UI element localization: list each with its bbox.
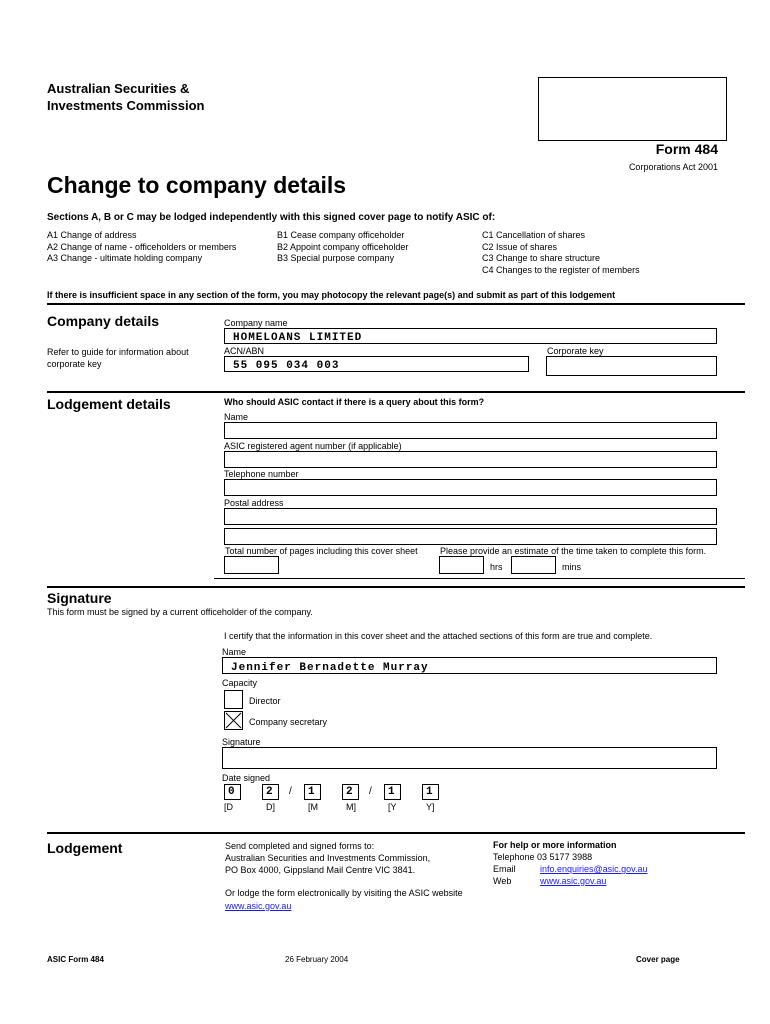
- divider: [214, 578, 745, 579]
- address-line: Australian Securities and Investments Commission,: [225, 853, 431, 863]
- list-item: C4 Changes to the register of members: [482, 264, 640, 275]
- postal-address-label: Postal address: [224, 498, 284, 508]
- list-item: A1 Change of address: [47, 230, 137, 240]
- office-use-box: [538, 77, 727, 141]
- acn-abn-field[interactable]: [224, 356, 529, 372]
- address-line: PO Box 4000, Gippsland Mail Centre VIC 3841.: [225, 865, 416, 875]
- lodgement-heading: Lodgement: [47, 840, 123, 856]
- date-digit-m2[interactable]: 2: [342, 784, 359, 800]
- company-name-label: Company name: [224, 318, 288, 328]
- corporate-key-field[interactable]: [546, 356, 717, 376]
- signatory-name-value: Jennifer Bernadette Murray: [231, 662, 429, 674]
- date-label-m-open: [M: [308, 802, 318, 812]
- page-title: Change to company details: [47, 172, 347, 198]
- act-reference: Corporations Act 2001: [628, 162, 718, 172]
- agent-number-label: ASIC registered agent number (if applicable): [224, 441, 402, 451]
- hours-label: hrs: [490, 562, 503, 572]
- signatory-name-field[interactable]: [222, 657, 717, 674]
- agency-line-2: Investments Commission: [47, 98, 205, 113]
- date-separator: /: [289, 786, 292, 797]
- help-heading: For help or more information: [493, 840, 617, 850]
- telephone-field[interactable]: [224, 479, 717, 496]
- date-label-d-open: [D: [224, 802, 233, 812]
- capacity-label: Capacity: [222, 678, 258, 688]
- list-item: A2 Change of name - officeholders or members: [47, 241, 237, 252]
- agency-name: [47, 80, 205, 114]
- contact-name-label: Name: [224, 412, 249, 422]
- checked-x-icon: [225, 712, 242, 729]
- list-item: C3 Change to share structure: [482, 253, 601, 263]
- footer-page-label: Cover page: [636, 955, 680, 964]
- date-label-y-close: Y]: [426, 802, 435, 812]
- electronic-lodgement-text: Or lodge the form electronically by visiting the ASIC website: [225, 888, 463, 898]
- contact-question: Who should ASIC contact if there is a query about this form?: [224, 397, 485, 407]
- date-digit-d1[interactable]: 0: [224, 784, 241, 800]
- divider: [47, 586, 745, 588]
- help-web-link[interactable]: www.asic.gov.au: [540, 876, 607, 886]
- postal-lodgement-address: [225, 840, 430, 876]
- date-label-y-open: [Y: [388, 802, 397, 812]
- section-a-list: [47, 230, 236, 265]
- acn-abn-label: ACN/ABN: [224, 346, 265, 356]
- total-pages-field[interactable]: [224, 556, 279, 574]
- date-signed-label: Date signed: [222, 773, 271, 783]
- date-separator: /: [369, 786, 372, 797]
- footer-form-id: ASIC Form 484: [47, 955, 104, 964]
- telephone-label: Telephone number: [224, 469, 299, 479]
- footer-date: 26 February 2004: [285, 955, 349, 964]
- divider: [47, 391, 745, 393]
- lodgement-details-heading: Lodgement details: [47, 396, 171, 412]
- signatory-name-label: Name: [222, 647, 247, 657]
- minutes-field[interactable]: [511, 556, 556, 574]
- intro-text: Sections A, B or C may be lodged independently with this signed cover page to notify ASIC of:: [47, 212, 496, 223]
- list-item: C1 Cancellation of shares: [482, 230, 586, 240]
- list-item: B2 Appoint company officeholder: [277, 241, 409, 252]
- web-label: Web: [493, 876, 512, 886]
- date-digit-m1[interactable]: 1: [304, 784, 321, 800]
- company-secretary-label: Company secretary: [249, 717, 328, 727]
- section-c-list: [482, 230, 640, 276]
- signature-label: Signature: [222, 737, 261, 747]
- acn-abn-value: 55 095 034 003: [233, 360, 340, 372]
- help-telephone: Telephone 03 5177 3988: [493, 852, 593, 862]
- postal-address-field-2[interactable]: [224, 528, 717, 545]
- postal-address-field-1[interactable]: [224, 508, 717, 525]
- date-digit-y1[interactable]: 1: [384, 784, 401, 800]
- corporate-key-label: Corporate key: [547, 346, 604, 356]
- insufficient-space-note: If there is insufficient space in any section of the form, you may photocopy the relevant page(s) and submit as part of this lodgement: [47, 290, 616, 300]
- company-name-value: HOMELOANS LIMITED: [233, 332, 363, 344]
- asic-website-link[interactable]: www.asic.gov.au: [225, 901, 292, 911]
- company-details-heading: Company details: [47, 313, 160, 329]
- date-label-d-close: D]: [266, 802, 275, 812]
- director-checkbox[interactable]: [224, 690, 243, 709]
- time-estimate-label: Please provide an estimate of the time taken to complete this form.: [440, 546, 707, 556]
- minutes-label: mins: [562, 562, 582, 572]
- agent-number-field[interactable]: [224, 451, 717, 468]
- list-item: C2 Issue of shares: [482, 241, 558, 252]
- certification-text: I certify that the information in this cover sheet and the attached sections of this form are true and complete.: [224, 631, 653, 641]
- list-item: B1 Cease company officeholder: [277, 230, 405, 240]
- agency-line-1: Australian Securities &: [47, 81, 190, 96]
- company-name-field[interactable]: [224, 328, 717, 344]
- hours-field[interactable]: [439, 556, 484, 574]
- corporate-key-note: [47, 346, 189, 370]
- note-line: corporate key: [47, 359, 102, 369]
- date-digit-y2[interactable]: 1: [422, 784, 439, 800]
- contact-name-field[interactable]: [224, 422, 717, 439]
- list-item: B3 Special purpose company: [277, 253, 395, 263]
- section-b-list: [277, 230, 408, 265]
- date-label-m-close: M]: [346, 802, 356, 812]
- director-label: Director: [249, 696, 281, 706]
- company-secretary-checkbox[interactable]: [224, 711, 243, 730]
- divider: [47, 303, 745, 305]
- email-label: Email: [493, 864, 516, 874]
- divider: [47, 832, 745, 834]
- address-line: Send completed and signed forms to:: [225, 841, 375, 851]
- signature-field[interactable]: [222, 747, 717, 769]
- help-email-link[interactable]: info.enquiries@asic.gov.au: [540, 864, 648, 874]
- note-line: Refer to guide for information about: [47, 347, 189, 357]
- signature-heading: Signature: [47, 590, 112, 606]
- signature-subheading: This form must be signed by a current officeholder of the company.: [47, 607, 313, 617]
- date-digit-d2[interactable]: 2: [262, 784, 279, 800]
- total-pages-label: Total number of pages including this cover sheet: [225, 546, 418, 556]
- form-number: Form 484: [655, 141, 718, 157]
- list-item: A3 Change - ultimate holding company: [47, 253, 203, 263]
